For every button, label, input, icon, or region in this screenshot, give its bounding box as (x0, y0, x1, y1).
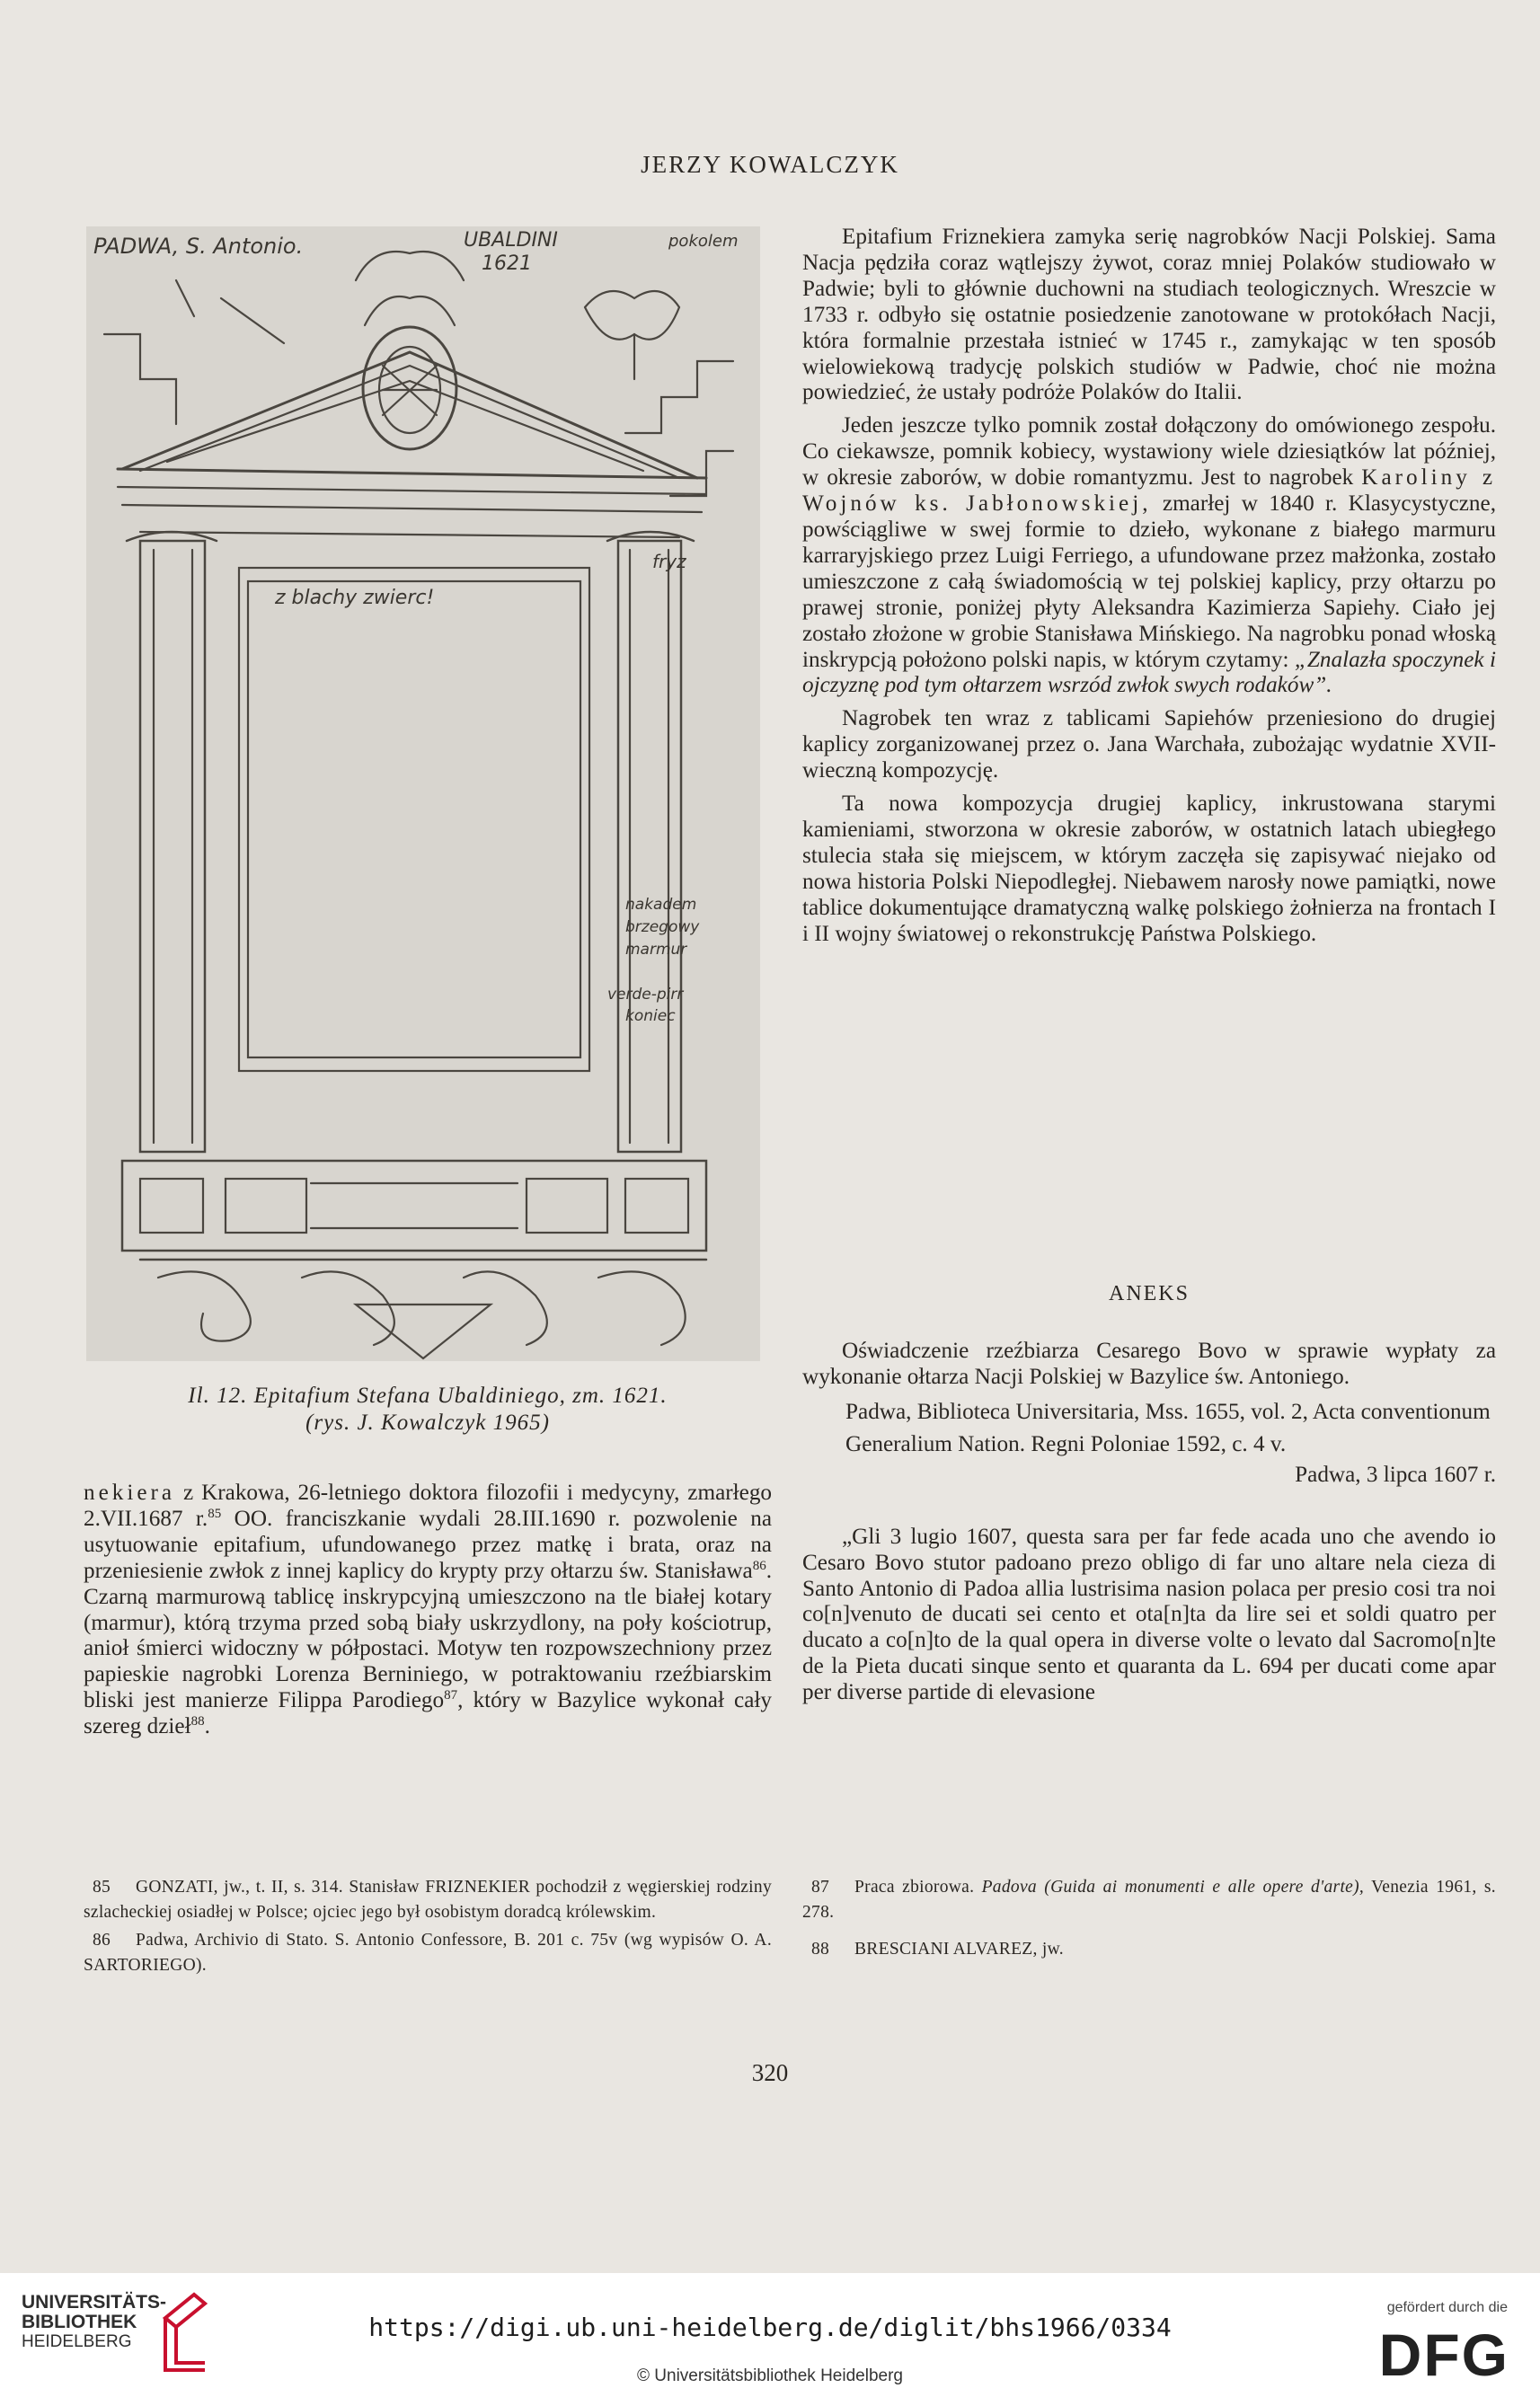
dfg-logo[interactable]: DFG (1378, 2322, 1509, 2388)
footnote-ref-88[interactable]: 88 (190, 1714, 205, 1729)
footnote-87 (802, 1875, 1496, 1924)
left-text-a: z Krakowa, 26-letniego doktora filozofii i medycyny, zmarłego 2.VII.1687 r. (84, 1481, 773, 1531)
sketch-label-year: 1621 (482, 252, 532, 275)
footnote-88-text: BRESCIANI ALVAREZ, jw. (854, 1940, 1064, 1959)
footnote-87-title: Padova (Guida ai monumenti e alle opere d'arte), (981, 1878, 1365, 1897)
footnote-85-text: GONZATI, jw., t. II, s. 314. Stanisław FRIZNEKIER pochodził z węgierskiej rodziny szlacheckiej osiadłej w Polsce; ojciec jego był osobistym doradcą królewskim. (84, 1878, 772, 1922)
figure-caption (84, 1383, 772, 1437)
sketch-label-name: UBALDINI (464, 229, 558, 252)
sketch-label-side-2: nakadem (625, 896, 697, 914)
permalink-url[interactable]: https://digi.ub.uni-heidelberg.de/diglit/bhs1966/0334 (368, 2313, 1172, 2342)
footnote-86-number: 86 (93, 1931, 111, 1950)
page-number: 320 (751, 2059, 789, 2086)
paragraph-2-quote: „Znalazła spoczynek i ojczyznę pod tym ołtarzem wsrzód zwłok swych rodaków”. (802, 647, 1496, 698)
sketch-label-location: PADWA, S. Antonio. (93, 234, 304, 259)
footnote-86 (84, 1928, 772, 1977)
aneks-italian-text: „Gli 3 lugio 1607, questa sara per far fede acada uno che avendo io Cesaro Bovo stutor padoano prezo obligo di far uno altare nela cieza di Santo Antonio di Padoa allia lustrisima nasion polaca per presio cosi tra noi co[n]venuto de ducati sei cento et ota[n]ta da lire sei et soldi quatro per ducato a co[n]to de la qual opera in diverse volte o levato dal Sacromo[n]te de la Pieta ducati sinque sento et quaranta da L. 694 per ducati come apar per diverse partide di elevasione (802, 1524, 1496, 1705)
sketch-label-note: pokolem (668, 232, 739, 251)
right-column (802, 225, 1496, 947)
footnote-ref-85[interactable]: 85 (208, 1506, 222, 1521)
paragraph-2 (802, 413, 1496, 699)
paragraph-4: Ta nowa kompozycja drugiej kaplicy, inkrustowana starymi kamieniami, stworzona w okresie zaborów, w ostatnich latach ubiegłego stulecia stała się miejscem, w którym zaczęła się zapisywać niejako od nowa historia Polski Niepodległej. Niebawem narosły nowe pamiątki, nowe tablice dokumentujące dramatyczną walkę polskiego żołnierza na frontach I i II wojny światowej o rekonstrukcję Państwa Polskiego. (802, 792, 1496, 946)
epitaph-sketch (86, 226, 760, 1361)
logo-line-2: BIBLIOTHEK (22, 2312, 137, 2332)
aneks-paragraph: Oświadczenie rzeźbiarza Cesarego Bovo w sprawie wypłaty za wykonanie ołtarza Nacji Polskiej w Bazylice św. Antoniego. (802, 1339, 1496, 1389)
footnote-86-text: Padwa, Archivio di Stato. S. Antonio Confessore, B. 201 c. 75v (wg wypisów O. A. SARTORIEGO). (84, 1931, 772, 1975)
paragraph-2-a: Jeden jeszcze tylko pomnik został dołączony do omówionego zespołu. Co ciekawsze, pomnik kobiecy, wystawiony wiele dziesiątków lat później, w okresie zaborów, w dobie romantyzmu. Jest to nagrobek (802, 413, 1496, 491)
footnote-87-text-c: Venezia 1961, s. 278. (802, 1878, 1496, 1922)
footnote-85 (84, 1875, 772, 1924)
sketch-label-side-3: brzegowy (625, 918, 700, 936)
aneks-source: Padwa, Biblioteca Universitaria, Mss. 1655, vol. 2, Acta conventionum Generalium Nation. Regni Poloniae 1592, c. 4 v. (845, 1399, 1491, 1456)
paragraph-2-name: Karoliny z Wojnów ks. Jabłonowskiej, (802, 465, 1496, 517)
running-head: JERZY KOWALCZYK (641, 151, 899, 178)
footnote-ref-86[interactable]: 86 (752, 1558, 766, 1573)
footnote-ref-87[interactable]: 87 (444, 1688, 458, 1703)
left-text-d: , który w Bazylice wykonał cały szereg dzieł (84, 1688, 773, 1739)
sketch-label-side-1: fryz (652, 551, 686, 572)
aneks-section (802, 1339, 1496, 1706)
caption-line-1: Il. 12. Epitafium Stefana Ubaldiniego, zm. 1621. (188, 1384, 668, 1408)
footnote-88-number: 88 (811, 1940, 830, 1959)
left-paragraph (84, 1481, 772, 1740)
paragraph-1: Epitafium Friznekiera zamyka serię nagrobków Nacji Polskiej. Sama Nacja pędziła coraz wątlejszy żywot, coraz mniej Polaków studiowało w Padwie; byli to głównie duchowni na studiach teologicznych. Wreszcie w 1733 r. odbyło się ostatnie posiedzenie zanotowane w protokółach Nacji, która formalnie przestała istnieć w 1745 r., zamykając w ten sposób wielowiekową tradycję polskich studiów w Padwie, choć nie można powiedzieć, że ustały podróże Polaków do Italii. (802, 225, 1496, 405)
sketch-label-center: z blachy zwierc! (275, 587, 435, 609)
paragraph-3: Nagrobek ten wraz z tablicami Sapiehów przeniesiono do drugiej kaplicy zorganizowanej przez o. Jana Warchała, zubożając wydatnie XVII-wieczną kompozycję. (802, 706, 1496, 783)
aneks-title: ANEKS (1108, 1282, 1190, 1305)
sketch-label-side-6: koniec (625, 1007, 676, 1025)
aneks-date: Padwa, 3 lipca 1607 r. (1295, 1462, 1496, 1487)
logo-line-1: UNIVERSITÄTS- (22, 2292, 167, 2313)
copyright-text: © Universitätsbibliothek Heidelberg (637, 2366, 903, 2385)
left-lead-name: nekiera (84, 1481, 176, 1505)
left-text-c: . Czarną marmurową tablicę inskrypcyjną umieszczono na tle białej kotary (marmur), którą trzyma przed sobą biały uskrzydlony, na poły kościotrup, anioł śmierci widoczny w półpostaci. Motyw ten rozpowszechniony przez papieskie nagrobki Lorenza Berniniego, w potraktowaniu rzeźbiarskim bliski jest manierze Filippa Parodiego (84, 1558, 772, 1713)
sketch-label-side-4: marmur (625, 941, 687, 959)
left-column (84, 1481, 772, 1740)
epitaph-sketch-figure (86, 226, 760, 1361)
footnote-87-text-a: Praca zbiorowa. (854, 1878, 975, 1897)
footnotes-left (84, 1875, 772, 1977)
footer-bar (0, 2273, 1540, 2397)
left-text-e: . (204, 1714, 210, 1739)
footnote-88 (802, 1937, 1496, 1962)
footnotes-right (802, 1875, 1496, 1962)
footnote-85-number: 85 (93, 1878, 111, 1897)
funded-by-label: gefördert durch die (1386, 2300, 1508, 2315)
logo-line-3: HEIDELBERG (22, 2332, 132, 2351)
sketch-label-side-5: verde-pirr (607, 986, 684, 1004)
paragraph-2-b: zmarłej w 1840 r. Klasycystyczne, powściągliwe w swej formie to dzieło, wykonane z białego marmuru karraryjskiego przez Luigi Ferriego, a ufundowane przez małżonka, zostało umieszczone z całą świadomością w tej polskiej kaplicy, przy ołtarzu po prawej stronie, poniżej płyty Aleksandra Kazimierza Sapiehy. Ciało jej zostało złożone w grobie Stanisława Mińskiego. Na nagrobku ponad włoską inskrypcją położono polski napis, w którym czytamy: (802, 491, 1497, 672)
left-text-b: OO. franciszkanie wydali 28.III.1690 r. pozwolenie na usytuowanie epitafium, ufundowanego przez matkę i brata, oraz na przeniesienie zwłok z innej kaplicy do krypty przy ołtarzu św. Stanisława (84, 1506, 773, 1583)
caption-line-2: (rys. J. Kowalczyk 1965) (305, 1411, 550, 1435)
footnote-87-number: 87 (811, 1878, 830, 1897)
